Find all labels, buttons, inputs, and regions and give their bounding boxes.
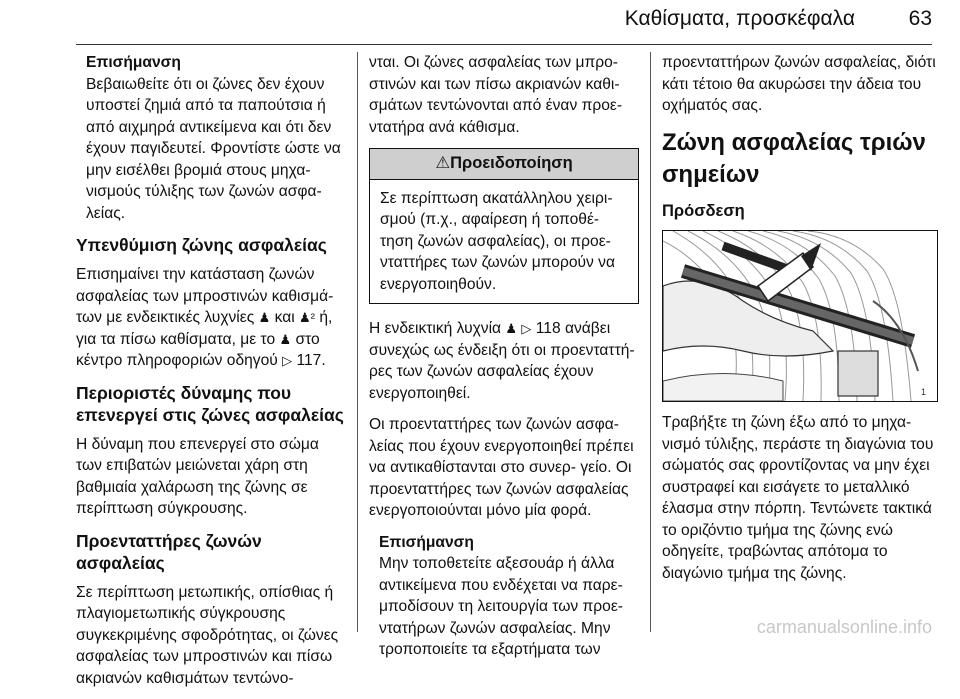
watermark: carmanualsonline.info bbox=[756, 617, 932, 637]
text: στο κέντρο πληροφοριών οδηγού bbox=[76, 330, 320, 369]
note-title: Επισήμανση bbox=[86, 54, 181, 71]
header-rule bbox=[76, 44, 932, 45]
reference-arrow-icon: ▷ bbox=[282, 353, 293, 368]
paragraph: Οι προενταττήρες των ζωνών ασφα- λείας που έχουν ενεργοποιηθεί πρέπει να αντικαθίστανται στο συνερ- γείο. Οι προενταττήρες των ζωνών ασφαλείας ενεργοποιούνται μόνο μία φορά. bbox=[369, 416, 634, 519]
paragraph: προενταττήρων ζωνών ασφαλείας, διότι κάτι τέτοιο θα ακυρώσει την άδεια του οχήματός σας. bbox=[662, 54, 936, 114]
note-text: Βεβαιωθείτε ότι οι ζώνες δεν έχουν υποστεί ζημιά από τα παπούτσια ή από αιχμηρά αντικείμενα και ότι δεν έχουν παγιδευτεί. Φροντίστε ώστε να μην εισέλθει βρομιά στους μηχα- νισμούς τύλιξης των ζωνών ασφα- λείας. bbox=[86, 75, 341, 222]
seatbelt-passenger-icon: ♟² bbox=[299, 310, 316, 325]
warning-box bbox=[369, 148, 639, 304]
section-title: Ζώνη ασφαλείας τριών σημείων bbox=[662, 128, 926, 188]
column-divider bbox=[357, 52, 358, 632]
paragraph: νται. Οι ζώνες ασφαλείας των μπρο- στινών και των πίσω ακριανών καθι- σμάτων τεντώνονται από έναν προε- ντατήρα ανά κάθισμα. bbox=[369, 54, 623, 136]
note-title: Επισήμανση bbox=[379, 533, 474, 551]
text: Η ενδεικτική λυχνία bbox=[369, 320, 502, 337]
section-heading: Προενταττήρες ζωνών ασφαλείας bbox=[76, 530, 262, 573]
text: ή, για τα πίσω καθίσματα, με το bbox=[76, 309, 333, 348]
seatbelt-fastening-illustration bbox=[662, 230, 938, 402]
paragraph bbox=[76, 264, 348, 372]
column-1 bbox=[76, 52, 348, 699]
paragraph: Η δύναμη που επενεργεί στο σώμα των επιβατών μειώνεται χάρη στη βαθμιαία χαλάρωση της ζώνης σε περίπτωση σύγκρουσης. bbox=[76, 435, 319, 517]
seatbelt-icon: ♟ bbox=[279, 331, 292, 347]
note-block bbox=[86, 52, 348, 224]
column-divider bbox=[650, 52, 651, 632]
warning-icon: ⚠ bbox=[435, 154, 451, 172]
paragraph: Τραβήξτε τη ζώνη έξω από το μηχα- νισμό τύλιξης, περάστε τη διαγώνια του σώματός σας φροντίζοντας να μην έχει συστραφεί και εισάγετε το μεταλλικό έλασμα στην πόρπη. Τεντώνετε τακτικά το οριζόντιο τμήμα της ζώνης ενώ οδηγείτε, τραβώντας απότομα το διαγώνιο τμήμα της ζώνης. bbox=[662, 414, 934, 582]
airbag-indicator-icon: ♟ bbox=[505, 321, 518, 336]
page-number: 63 bbox=[908, 7, 932, 30]
figure-id: 1 bbox=[921, 387, 927, 397]
page-header-title: Καθίσματα, προσκέφαλα bbox=[624, 7, 855, 30]
section-heading: Υπενθύμιση ζώνης ασφαλείας bbox=[76, 235, 327, 255]
text: Επισημαίνει την κατάσταση ζωνών ασφαλείας των μπροστινών καθισμά- των με ενδεικτικές λυχνίες bbox=[76, 266, 334, 326]
reference-arrow-icon: ▷ bbox=[521, 321, 532, 336]
column-3 bbox=[662, 52, 938, 594]
note-text: Μην τοποθετείτε αξεσουάρ ή άλλα αντικείμενα που ενδέχεται να παρε- μποδίσουν τη λειτουργία των προε- ντατήρων ζωνών ασφαλείας. Μην τροποποιείτε τα εξαρτήματα των bbox=[379, 555, 623, 658]
paragraph: Σε περίπτωση μετωπικής, οπίσθιας ή πλαγιομετωπικής σύγκρουσης συγκεκριμένης σφοδρότητας, οι ζώνες ασφαλείας των μπροστινών και πίσω ακριανών καθισμάτων τεντώνο- bbox=[76, 583, 339, 687]
warning-text: Σε περίπτωση ακατάλληλου χειρι- σμού (π.χ., αφαίρεση ή τοποθέ- τηση ζωνών ασφαλείας), οι προε- νταττήρες των ζωνών μπορούν να ενεργοποιηθούν. bbox=[380, 189, 615, 293]
warning-header bbox=[370, 149, 638, 180]
page-reference[interactable]: 118 bbox=[535, 320, 561, 337]
warning-title: Προειδοποίηση bbox=[450, 154, 573, 172]
subsection-heading: Πρόσδεση bbox=[662, 201, 745, 220]
note-block bbox=[379, 532, 639, 661]
column-2 bbox=[369, 52, 639, 671]
text: ανάβει συνεχώς ως ένδειξη ότι οι προενταττή- ρες των ζωνών ασφαλείας έχουν ενεργοποιηθεί. bbox=[369, 320, 635, 402]
page-reference[interactable]: 117. bbox=[296, 352, 326, 369]
text: και bbox=[274, 309, 295, 326]
seatbelt-icon: ♟ bbox=[258, 310, 271, 325]
paragraph bbox=[369, 318, 639, 404]
illustration-drawing bbox=[663, 231, 937, 401]
section-heading: Περιοριστές δύναμης που επενεργεί στις ζώνες ασφαλείας bbox=[76, 382, 344, 425]
